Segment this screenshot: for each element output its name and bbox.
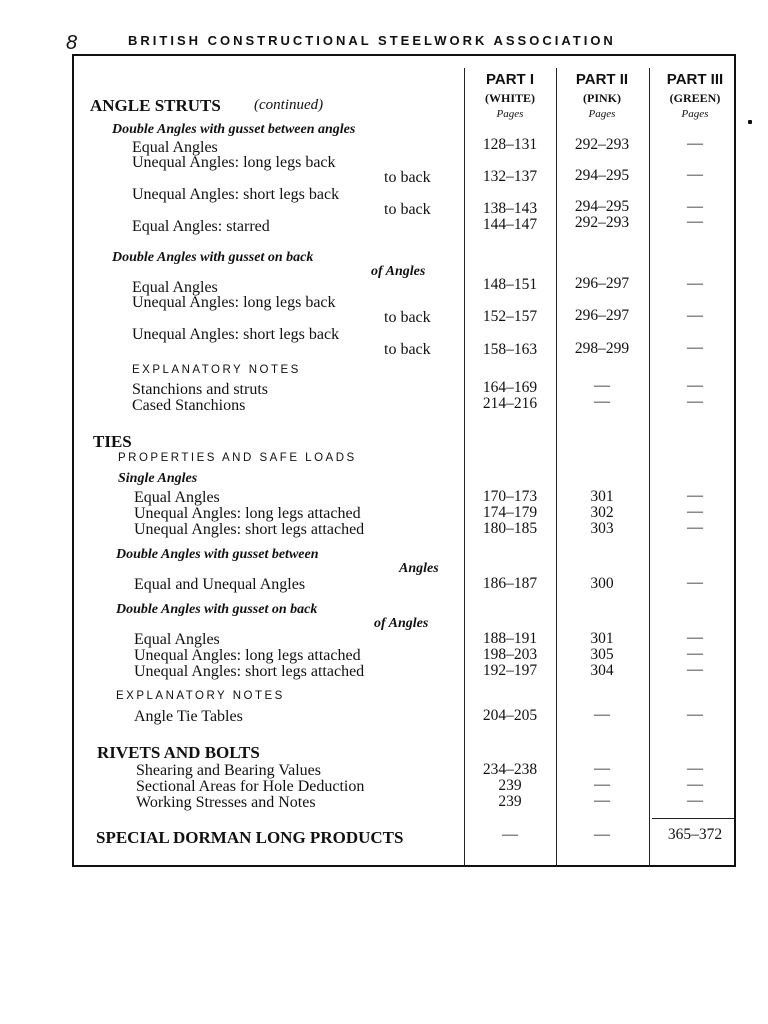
- part1-pages: 158–163: [482, 341, 538, 358]
- running-head: BRITISH CONSTRUCTIONAL STEELWORK ASSOCIATION: [128, 33, 616, 48]
- page-number: 8: [66, 32, 78, 54]
- part3-pages: —: [687, 760, 703, 777]
- part3-pages: —: [687, 135, 703, 152]
- entry-label: Equal Angles: [134, 489, 220, 506]
- entry-label: Unequal Angles: short legs attached: [134, 663, 365, 680]
- entry-label: Shearing and Bearing Values: [136, 762, 321, 779]
- part2-pages: 292–293: [574, 214, 630, 231]
- entry-label: Equal Angles: [132, 279, 218, 296]
- col-pages-part-1: Pages: [496, 108, 524, 120]
- part2-pages: 301: [590, 488, 614, 505]
- subheading-cont: of Angles: [371, 264, 426, 279]
- entry-label: Angle Tie Tables: [134, 708, 243, 725]
- part1-pages: 198–203: [482, 646, 538, 663]
- entry-label: Unequal Angles: short legs attached: [134, 521, 365, 538]
- part1-pages: 180–185: [482, 520, 538, 537]
- contents-table: [72, 54, 736, 867]
- entry-label: Unequal Angles: long legs attached: [134, 647, 361, 664]
- section-title-dorman: SPECIAL DORMAN LONG PRODUCTS: [96, 828, 404, 847]
- part3-pages: —: [687, 706, 703, 723]
- entry-label: Equal and Unequal Angles: [134, 576, 306, 593]
- continued-label: (continued): [254, 97, 324, 113]
- part3-pages: —: [687, 503, 703, 520]
- entry-label: Unequal Angles: long legs back: [132, 154, 336, 171]
- part1-pages: 148–151: [482, 276, 538, 293]
- part1-pages: 186–187: [482, 575, 538, 592]
- caps-heading: PROPERTIES AND SAFE LOADS: [118, 452, 357, 464]
- subheading: Single Angles: [118, 471, 198, 486]
- section-title-angle-struts: ANGLE STRUTS: [90, 96, 221, 115]
- section-title-ties: TIES: [93, 432, 132, 451]
- entry-label-cont: to back: [384, 169, 431, 186]
- part1-pages: 192–197: [482, 662, 538, 679]
- part2-pages: 296–297: [574, 307, 630, 324]
- part3-pages: —: [687, 792, 703, 809]
- entry-label: Equal Angles: starred: [132, 218, 270, 235]
- part1-pages: 234–238: [482, 761, 538, 778]
- column-divider-1: [464, 68, 465, 866]
- part2-pages: —: [594, 377, 610, 394]
- part3-pages: —: [687, 629, 703, 646]
- part2-pages: —: [594, 776, 610, 793]
- part1-pages: 204–205: [482, 707, 538, 724]
- caps-heading: EXPLANATORY NOTES: [132, 364, 301, 376]
- part1-pages: 239: [498, 777, 522, 794]
- part2-pages: 294–295: [574, 167, 630, 184]
- entry-label: Sectional Areas for Hole Deduction: [136, 778, 365, 795]
- part2-pages: —: [594, 760, 610, 777]
- part3-pages: —: [687, 339, 703, 356]
- part3-pages: —: [687, 776, 703, 793]
- stray-mark: [748, 120, 752, 124]
- part2-pages: 294–295: [574, 198, 630, 215]
- part1-pages: 188–191: [482, 630, 538, 647]
- part3-pages: —: [687, 519, 703, 536]
- part3-pages: —: [687, 307, 703, 324]
- part3-pages: 365–372: [667, 826, 723, 843]
- part2-pages: 305: [590, 646, 614, 663]
- part2-pages: 296–297: [574, 275, 630, 292]
- subheading: Double Angles with gusset on back: [116, 602, 318, 617]
- part3-pages: —: [687, 574, 703, 591]
- part1-pages: 214–216: [482, 395, 538, 412]
- col-colour-part-2: (PINK): [583, 91, 621, 105]
- subheading: Double Angles with gusset on back: [112, 250, 314, 265]
- part1-pages: 164–169: [482, 379, 538, 396]
- col-head-part-1: PART I: [485, 71, 535, 88]
- part1-pages: 144–147: [482, 216, 538, 233]
- part2-pages: —: [594, 706, 610, 723]
- part2-pages: 292–293: [574, 136, 630, 153]
- entry-label-cont: to back: [384, 201, 431, 218]
- part2-pages: 304: [590, 662, 614, 679]
- col-colour-part-1: (WHITE): [484, 91, 535, 105]
- part1-pages: 152–157: [482, 308, 538, 325]
- part1-pages: 132–137: [482, 168, 538, 185]
- part3-pages: —: [687, 377, 703, 394]
- part2-pages: 298–299: [574, 340, 630, 357]
- section-title-rivets: RIVETS AND BOLTS: [97, 743, 260, 762]
- part1-pages: 138–143: [482, 200, 538, 217]
- part1-pages: 239: [498, 793, 522, 810]
- entry-label: Working Stresses and Notes: [136, 794, 316, 811]
- col-pages-part-2: Pages: [588, 108, 616, 120]
- entry-label: Stanchions and struts: [132, 381, 268, 398]
- part3-pages: —: [687, 487, 703, 504]
- part2-pages: 302: [590, 504, 614, 521]
- part3-pages: —: [687, 275, 703, 292]
- part2-pages: —: [594, 393, 610, 410]
- col-pages-part-3: Pages: [681, 108, 709, 120]
- subheading: Double Angles with gusset between angles: [112, 122, 356, 137]
- entry-label: Equal Angles: [134, 631, 220, 648]
- entry-label: Unequal Angles: long legs back: [132, 294, 336, 311]
- col-head-part-2: PART II: [575, 71, 629, 88]
- part1-pages: 170–173: [482, 488, 538, 505]
- col-head-part-3: PART III: [666, 71, 724, 88]
- entry-label: Unequal Angles: short legs back: [132, 326, 340, 343]
- entry-label: Unequal Angles: long legs attached: [134, 505, 361, 522]
- column-divider-2: [556, 68, 557, 866]
- part2-pages: —: [594, 826, 610, 843]
- entry-label: Unequal Angles: short legs back: [132, 186, 340, 203]
- subheading: Double Angles with gusset between: [116, 547, 319, 562]
- entry-label-cont: to back: [384, 341, 431, 358]
- part3-pages: —: [687, 393, 703, 410]
- subheading-cont: Angles: [399, 561, 439, 576]
- part1-pages: 128–131: [482, 136, 538, 153]
- part3-pages: —: [687, 213, 703, 230]
- part2-pages: 303: [590, 520, 614, 537]
- part1-pages: —: [502, 826, 518, 843]
- part2-pages: 300: [590, 575, 614, 592]
- caps-heading: EXPLANATORY NOTES: [116, 690, 285, 702]
- subheading-cont: of Angles: [374, 616, 429, 631]
- part1-pages: 174–179: [482, 504, 538, 521]
- part3-pages: —: [687, 198, 703, 215]
- entry-label: Cased Stanchions: [132, 397, 246, 414]
- dorman-rule: [652, 818, 734, 819]
- part3-pages: —: [687, 645, 703, 662]
- entry-label: Equal Angles: [132, 139, 218, 156]
- part3-pages: —: [687, 661, 703, 678]
- entry-label-cont: to back: [384, 309, 431, 326]
- part2-pages: —: [594, 792, 610, 809]
- column-divider-3: [649, 68, 650, 866]
- col-colour-part-3: (GREEN): [669, 91, 721, 105]
- part3-pages: —: [687, 166, 703, 183]
- part2-pages: 301: [590, 630, 614, 647]
